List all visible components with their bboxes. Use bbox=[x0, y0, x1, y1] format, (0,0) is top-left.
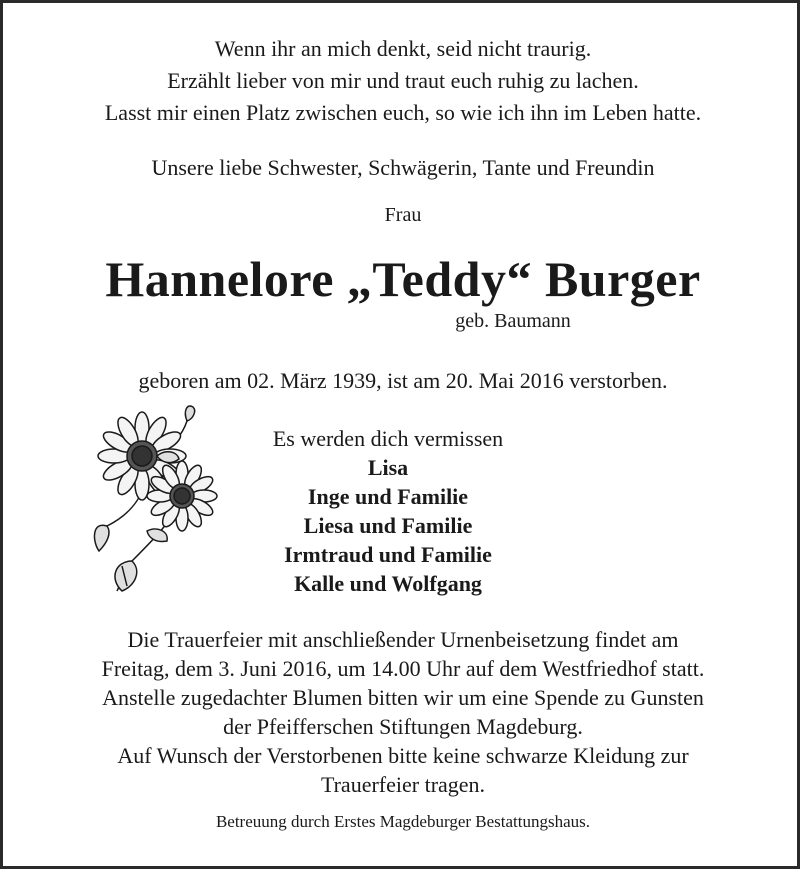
deceased-name: Hannelore „Teddy“ Burger bbox=[105, 251, 701, 307]
mourner-name: Liesa und Familie bbox=[303, 513, 473, 538]
name-prefix: Frau bbox=[384, 204, 422, 226]
mourner-name: Kalle und Wolfgang bbox=[294, 571, 482, 596]
poem bbox=[3, 33, 800, 129]
maiden-name: geb. Baumann bbox=[455, 310, 571, 332]
poem-line: Erzählt lieber von mir und traut euch ruhig zu lachen. bbox=[167, 68, 639, 93]
poem-line: Wenn ihr an mich denkt, seid nicht traurig. bbox=[214, 36, 592, 61]
funeral-line: der Pfeifferschen Stiftungen Magdeburg. bbox=[223, 714, 583, 739]
funeral-line: Freitag, dem 3. Juni 2016, um 14.00 Uhr auf dem Westfriedhof statt. bbox=[101, 656, 705, 681]
mourners-list bbox=[188, 453, 588, 598]
mourners-section bbox=[188, 424, 588, 598]
mourner-name: Irmtraud und Familie bbox=[284, 542, 492, 567]
relationship-intro: Unsere liebe Schwester, Schwägerin, Tante und Freundin bbox=[151, 155, 655, 180]
funeral-home-credit: Betreuung durch Erstes Magdeburger Bestattungshaus. bbox=[215, 812, 591, 831]
funeral-line: Trauerfeier tragen. bbox=[320, 772, 486, 797]
mourner-name: Inge und Familie bbox=[307, 484, 469, 509]
funeral-details bbox=[3, 625, 800, 799]
funeral-line: Die Trauerfeier mit anschließender Urnenbeisetzung findet am bbox=[127, 627, 679, 652]
poem-line: Lasst mir einen Platz zwischen euch, so wie ich ihn im Leben hatte. bbox=[104, 100, 702, 125]
life-dates: geboren am 02. März 1939, ist am 20. Mai 2016 verstorben. bbox=[138, 368, 668, 393]
mourner-name: Lisa bbox=[367, 455, 409, 480]
funeral-line: Anstelle zugedachter Blumen bitten wir um eine Spende zu Gunsten bbox=[102, 685, 704, 710]
mourners-heading: Es werden dich vermissen bbox=[272, 426, 504, 451]
funeral-line: Auf Wunsch der Verstorbenen bitte keine schwarze Kleidung zur bbox=[117, 743, 689, 768]
